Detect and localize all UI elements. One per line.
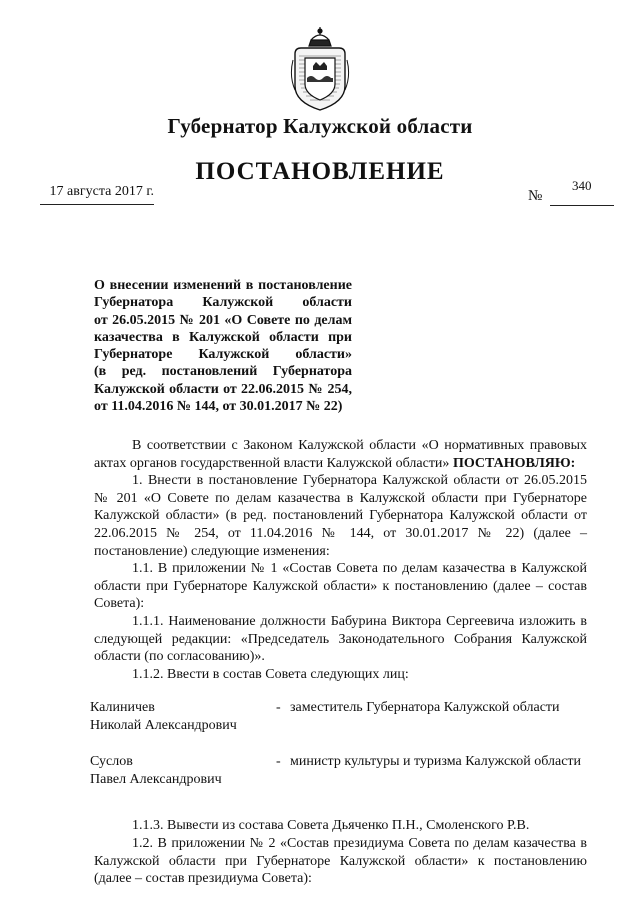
- person-role: министр культуры и туризма Калужской области: [290, 754, 582, 770]
- document-type-title: ПОСТАНОВЛЕНИЕ: [195, 158, 445, 185]
- person-entry: [90, 699, 587, 753]
- subject-line: Губернаторе Калужской области»: [94, 347, 352, 363]
- subject-line: (в ред. постановлений Губернатора: [94, 364, 352, 380]
- person-role: заместитель Губернатора Калужской области: [290, 700, 560, 716]
- clause-1-1: 1.1. В приложении № 1 «Состав Совета по делам казачества в Калужской области при Губернаторе Калужской области» к постановлению (далее – состав Совета):: [94, 561, 587, 612]
- clause-1-1-3: 1.1.3. Вывести из состава Совета Дьяченко П.Н., Смоленского Р.В.: [132, 818, 530, 834]
- decree-colon: :: [570, 455, 576, 471]
- document-subject: [94, 277, 352, 415]
- preamble-text: В соответствии с Законом Калужской области «О нормативных правовых актах органов государственной власти Калужской области»: [94, 438, 587, 471]
- issuer-title: Губернатор Калужской области: [167, 114, 473, 138]
- person-entry: [90, 753, 587, 807]
- clause-1-1-1: 1.1.1. Наименование должности Бабурина Виктора Сергеевича изложить в следующей редакции: «Председатель Законодательного Собрания Калужской области (по согласованию)».: [94, 613, 587, 665]
- number-value: 340: [572, 178, 592, 193]
- coat-of-arms-icon: [289, 26, 351, 112]
- subject-line: О внесении изменений в постановление: [94, 278, 352, 293]
- document-body: [90, 437, 587, 888]
- person-name: [90, 699, 260, 734]
- subject-line: от 11.04.2016 № 144, от 30.01.2017 № 22): [94, 399, 343, 415]
- decree-word: ПОСТАНОВЛЯЮ: [452, 455, 571, 471]
- person-dash: -: [276, 754, 281, 770]
- number-underline: [550, 205, 614, 206]
- person-given-names: Павел Александрович: [90, 771, 222, 787]
- person-surname: Калиничев: [90, 700, 155, 716]
- person-given-names: Николай Александрович: [90, 717, 237, 733]
- number-sign: №: [528, 188, 543, 204]
- subject-line: Губернатора Калужской области: [94, 295, 352, 311]
- subject-line: Калужской области от 22.06.2015 № 254,: [94, 381, 352, 397]
- person-name: [90, 753, 260, 788]
- subject-line: казачества в Калужской области при: [94, 329, 352, 345]
- subject-line: от 26.05.2015 № 201 «О Совете по делам: [94, 312, 352, 328]
- persons-list: [90, 699, 587, 807]
- preamble-paragraph: [94, 437, 587, 472]
- person-dash: -: [276, 700, 281, 716]
- clause-1: 1. Внести в постановление Губернатора Калужской области от 26.05.2015 № 201 «О Совете по делам казачества в Калужской области при Губернаторе Калужской области» (в ред. постановлений Губернатора Калужской области от 22.06.2015 № 254, от 11.04.2016 № 144, от 30.01.2017 № 22) (далее – постановление) следующие изменения:: [94, 473, 587, 559]
- clause-1-1-2: 1.1.2. Ввести в состав Совета следующих лиц:: [132, 666, 409, 682]
- person-surname: Суслов: [90, 754, 133, 770]
- document-number: [528, 180, 618, 208]
- clause-1-2: 1.2. В приложении № 2 «Состав президиума Совета по делам казачества в Калужской области при Губернаторе Калужской области» к постановлению (далее – состав президиума Совета):: [94, 835, 587, 887]
- document-date: 17 августа 2017 г.: [40, 184, 154, 205]
